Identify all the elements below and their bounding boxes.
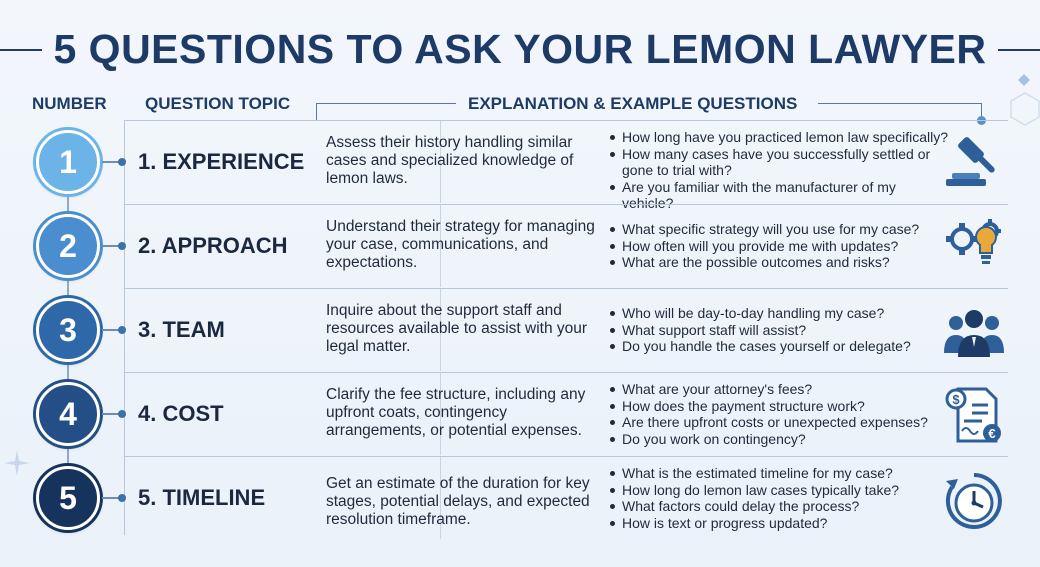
question-list	[610, 221, 950, 271]
question-list	[610, 305, 950, 355]
number-circle: 3	[36, 298, 100, 362]
question-item: What is the estimated timeline for my case?	[610, 465, 950, 482]
team-people-icon	[942, 301, 1006, 365]
header-number: NUMBER	[32, 94, 107, 113]
row-explanation: Get an estimate of the duration for key stages, potential delays, and expected resolution timeframe.	[326, 475, 590, 528]
row-topic: 3. TEAM	[138, 317, 225, 342]
connector-dot	[118, 494, 126, 502]
question-item: How does the payment structure work?	[610, 398, 950, 415]
table-row	[124, 372, 1008, 455]
page-title: 5 QUESTIONS TO ASK YOUR LEMON LAWYER	[53, 26, 987, 72]
table-row	[124, 204, 1008, 287]
connector-dot	[118, 410, 126, 418]
invoice-currency-icon	[942, 383, 1006, 447]
question-item: How is text or progress updated?	[610, 515, 950, 532]
gavel-icon	[942, 131, 1006, 195]
table-row	[124, 120, 1008, 211]
number-circle: 4	[36, 382, 100, 446]
question-item: What are your attorney's fees?	[610, 381, 950, 398]
question-list	[610, 465, 950, 531]
row-explanation: Clarify the fee structure, including any upfront coats, contingency arrangements, or potential expenses.	[326, 386, 586, 439]
question-item: Are there upfront costs or unexpected expenses?	[610, 414, 950, 431]
header-rule	[818, 103, 982, 104]
header-rule	[316, 103, 317, 121]
question-item: Are you familiar with the manufacturer of my vehicle?	[610, 179, 950, 212]
gears-lightbulb-icon	[942, 215, 1006, 279]
question-item: Do you handle the cases yourself or delegate?	[610, 338, 950, 355]
title-rule-right	[998, 49, 1040, 51]
question-list	[610, 129, 950, 212]
header-topic: QUESTION TOPIC	[145, 94, 291, 113]
hexagon-outline-icon	[1010, 92, 1040, 126]
number-circle: 1	[36, 130, 100, 194]
connector-dot	[118, 242, 126, 250]
row-topic: 5. TIMELINE	[138, 485, 266, 510]
number-circle: 2	[36, 214, 100, 278]
question-item: What specific strategy will you use for my case?	[610, 221, 950, 238]
row-topic: 1. EXPERIENCE	[138, 149, 305, 174]
table-row	[124, 456, 1008, 539]
sparkle-icon	[1018, 74, 1030, 86]
clock-arrow-icon	[942, 469, 1006, 533]
question-item: Who will be day-to-day handling my case?	[610, 305, 950, 322]
question-item: How long have you practiced lemon law specifically?	[610, 129, 950, 146]
question-list	[610, 381, 950, 447]
question-item: How long do lemon law cases typically take?	[610, 482, 950, 499]
question-item: What are the possible outcomes and risks?	[610, 254, 950, 271]
sparkle-icon	[2, 448, 32, 478]
row-topic: 2. APPROACH	[138, 233, 288, 258]
question-item: What factors could delay the process?	[610, 498, 950, 515]
row-explanation: Assess their history handling similar cases and specialized knowledge of lemon laws.	[326, 134, 574, 187]
title-rule-left	[0, 49, 42, 51]
row-topic: 4. COST	[138, 401, 224, 426]
row-explanation: Understand their strategy for managing your case, communications, and expectations.	[326, 218, 595, 271]
header-rule	[316, 103, 456, 104]
connector-dot	[118, 326, 126, 334]
question-item: Do you work on contingency?	[610, 431, 950, 448]
question-item: How many cases have you successfully settled or gone to trial with?	[610, 146, 950, 179]
question-item: What support staff will assist?	[610, 322, 950, 339]
svg-text:$: $	[952, 392, 960, 407]
header-explanation: EXPLANATION & EXAMPLE QUESTIONS	[468, 94, 798, 113]
row-explanation: Inquire about the support staff and resources available to assist with your legal matter.	[326, 302, 588, 355]
number-circle: 5	[36, 466, 100, 530]
question-item: How often will you provide me with updates?	[610, 238, 950, 255]
table-row	[124, 288, 1008, 371]
connector-dot	[118, 158, 126, 166]
svg-text:€: €	[988, 426, 996, 441]
title-bar	[0, 20, 1040, 78]
